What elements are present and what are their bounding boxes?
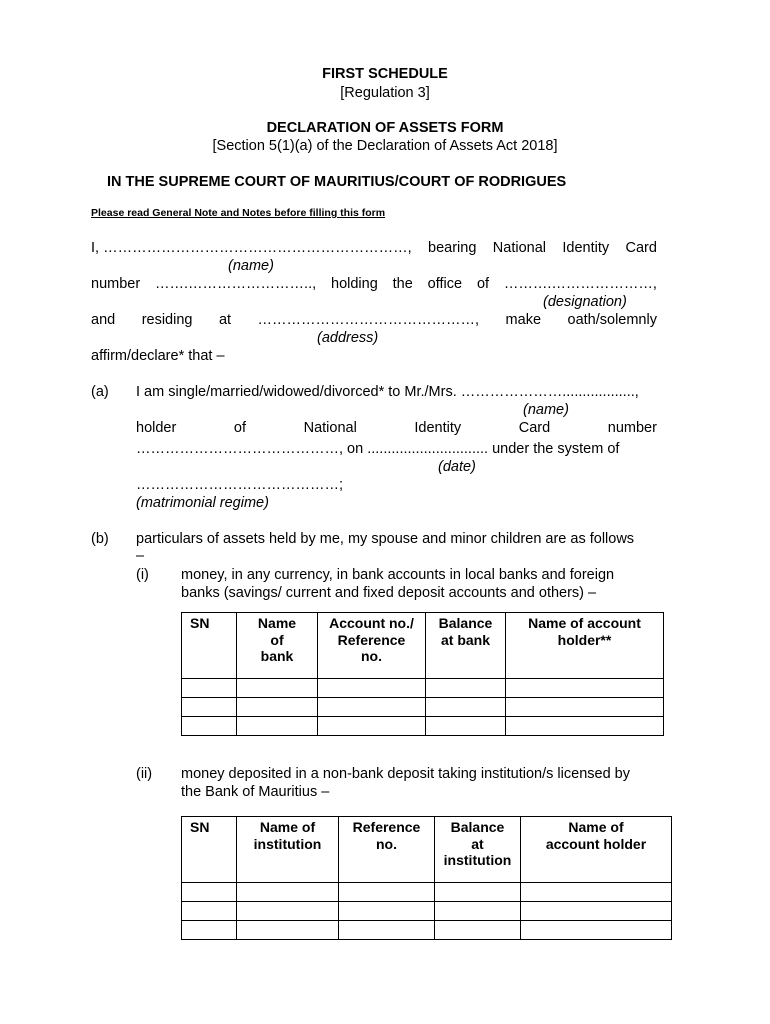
table-cell[interactable] — [521, 883, 672, 902]
item-a-marker: (a) — [91, 384, 109, 400]
word: oath/solemnly — [567, 312, 657, 328]
declaration-line-1 — [91, 240, 657, 256]
item-b-marker: (b) — [91, 531, 109, 547]
header-line: no. — [361, 648, 382, 664]
header-line: institution — [253, 835, 322, 852]
sub-i-line-1: money, in any currency, in bank accounts in local banks and foreign — [181, 567, 615, 583]
header-reference-no — [339, 817, 435, 883]
header-line: Account no./ — [329, 615, 414, 631]
header-line: bank — [260, 648, 294, 664]
name-label: (name) — [228, 258, 274, 274]
bank-accounts-table — [181, 612, 664, 736]
item-a-line-2 — [136, 420, 657, 436]
table-cell[interactable] — [506, 698, 664, 717]
table-cell[interactable] — [237, 883, 339, 902]
header-account-no — [318, 613, 426, 679]
address-label: (address) — [317, 330, 379, 346]
word: of — [233, 420, 246, 436]
header-line: Name of — [568, 819, 624, 835]
table-row — [182, 883, 672, 902]
header-line: at — [471, 835, 484, 852]
table-cell[interactable] — [318, 717, 426, 736]
table-cell[interactable] — [237, 698, 318, 717]
filling-note: Please read General Note and Notes before filling this form — [91, 207, 386, 219]
word: holder — [136, 420, 177, 436]
declaration-line-3 — [91, 312, 657, 328]
table-cell[interactable] — [237, 679, 318, 698]
header-line: Name — [257, 615, 297, 631]
table-cell[interactable] — [182, 717, 237, 736]
header-balance-at-bank — [426, 613, 506, 679]
declaration-line-4: affirm/declare* that – — [91, 348, 225, 364]
form-title: DECLARATION OF ASSETS FORM — [266, 120, 504, 136]
word: bearing — [428, 240, 477, 256]
header-line: account holder — [545, 835, 647, 852]
table-header-row — [182, 817, 672, 883]
word: Card — [518, 420, 551, 436]
header-name-of-institution — [237, 817, 339, 883]
header-line: of — [270, 631, 284, 648]
date-label: (date) — [438, 459, 476, 475]
name-blank: I, ………………………………………………………, — [91, 240, 412, 256]
table-row — [182, 921, 672, 940]
table-cell[interactable] — [182, 902, 237, 921]
header-line: no. — [376, 835, 397, 852]
item-b-line-2: – — [136, 548, 145, 564]
schedule-title: FIRST SCHEDULE — [322, 66, 448, 82]
word: residing — [141, 312, 193, 328]
table-cell[interactable] — [426, 679, 506, 698]
table-row — [182, 679, 664, 698]
table-cell[interactable] — [506, 679, 664, 698]
word: and — [91, 312, 116, 328]
table-cell[interactable] — [182, 921, 237, 940]
word: holding — [331, 276, 378, 292]
spouse-name-label: (name) — [523, 402, 569, 418]
table-row — [182, 717, 664, 736]
item-b-line-1: particulars of assets held by me, my spouse and minor children are as follows — [136, 531, 635, 547]
table-cell[interactable] — [339, 921, 435, 940]
word: Identity — [414, 420, 462, 436]
header-sn: SN — [182, 817, 237, 883]
header-line: institution — [443, 852, 512, 868]
sub-ii-line-2: the Bank of Mauritius – — [181, 784, 330, 800]
table-cell[interactable] — [182, 698, 237, 717]
table-row — [182, 698, 664, 717]
sub-ii-marker: (ii) — [136, 766, 153, 782]
table-cell[interactable] — [435, 883, 521, 902]
word: Identity — [562, 240, 610, 256]
table-cell[interactable] — [182, 679, 237, 698]
word: number — [91, 276, 141, 292]
item-a-line-1: I am single/married/widowed/divorced* to Mr./Mrs. ………………….................., — [136, 384, 639, 400]
header-line: Reference — [352, 819, 421, 835]
word: the — [392, 276, 413, 292]
table-cell[interactable] — [182, 883, 237, 902]
word: number — [607, 420, 657, 436]
table-cell[interactable] — [237, 921, 339, 940]
word: at — [218, 312, 232, 328]
table-header-row — [182, 613, 664, 679]
header-line: Balance — [450, 819, 505, 835]
header-sn: SN — [182, 613, 237, 679]
designation-blank: ……….…………………, — [503, 276, 657, 292]
word: office — [427, 276, 463, 292]
designation-label: (designation) — [543, 294, 627, 310]
address-blank: ………………………………………, — [257, 312, 480, 328]
table-row — [182, 902, 672, 921]
table-cell[interactable] — [237, 902, 339, 921]
sub-i-line-2: banks (savings/ current and fixed deposit accounts and others) – — [181, 585, 597, 601]
declaration-line-2 — [91, 276, 657, 292]
word: of — [476, 276, 490, 292]
table-cell[interactable] — [435, 902, 521, 921]
table-cell[interactable] — [521, 921, 672, 940]
word: make — [505, 312, 542, 328]
id-number-blank: …….…………………….., — [155, 276, 317, 292]
header-line: holder** — [557, 631, 612, 648]
table-cell[interactable] — [339, 883, 435, 902]
table-cell[interactable] — [506, 717, 664, 736]
header-line: Name of — [259, 819, 316, 835]
header-line: Reference — [337, 631, 406, 648]
sub-ii-line-1: money deposited in a non-bank deposit taking institution/s licensed by — [181, 766, 630, 782]
header-balance-at-institution — [435, 817, 521, 883]
regulation-reference: [Regulation 3] — [340, 85, 430, 101]
table-cell[interactable] — [426, 717, 506, 736]
word: National — [303, 420, 357, 436]
section-reference: [Section 5(1)(a) of the Declaration of Assets Act 2018] — [212, 138, 558, 154]
matrimonial-regime-label: (matrimonial regime) — [136, 495, 269, 511]
header-account-holder — [506, 613, 664, 679]
table-cell[interactable] — [339, 902, 435, 921]
court-heading: IN THE SUPREME COURT OF MAURITIUS/COURT OF RODRIGUES — [107, 174, 567, 190]
item-a-line-4: ……………………………………; — [136, 477, 344, 493]
table-cell[interactable] — [435, 921, 521, 940]
word: Card — [625, 240, 657, 256]
table-cell[interactable] — [521, 902, 672, 921]
header-line: Balance — [438, 615, 493, 631]
table-cell[interactable] — [318, 679, 426, 698]
table-cell[interactable] — [318, 698, 426, 717]
header-line: Name of account — [528, 615, 641, 631]
non-bank-deposits-table — [181, 816, 672, 940]
word: National — [492, 240, 546, 256]
header-account-holder — [521, 817, 672, 883]
table-cell[interactable] — [237, 717, 318, 736]
header-name-of-bank — [237, 613, 318, 679]
header-line: at bank — [440, 631, 490, 648]
item-a-line-3: ……………………………………, on .............................. under the system of — [136, 441, 620, 457]
sub-i-marker: (i) — [136, 567, 149, 583]
table-cell[interactable] — [426, 698, 506, 717]
